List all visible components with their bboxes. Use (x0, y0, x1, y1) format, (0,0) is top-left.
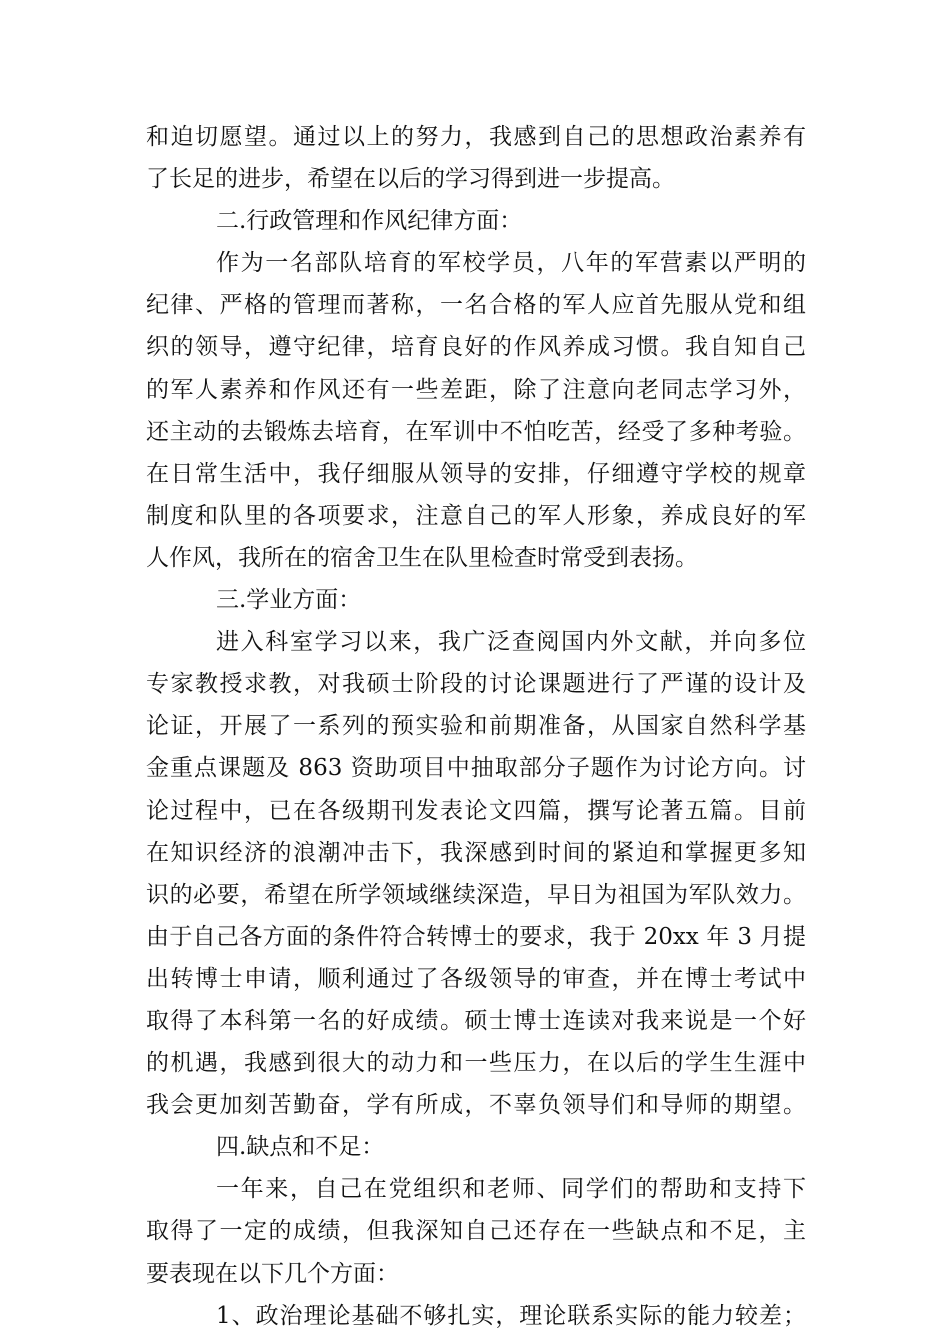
text-line: 由于自己各方面的条件符合转博士的要求，我于 20xx 年 3 月提 (146, 923, 806, 950)
text-line: 进入科室学习以来，我广泛查阅国内外文献，并向多位 (216, 629, 806, 656)
body-text (146, 116, 806, 1337)
text-line: 制度和队里的各项要求，注意自己的军人形象，养成良好的军 (146, 502, 806, 529)
text-line: 出转博士申请，顺利通过了各级领导的审查，并在博士考试中 (146, 965, 806, 992)
text-line: 我会更加刻苦勤奋，学有所成，不辜负领导们和导师的期望。 (146, 1092, 806, 1119)
text-line: 要表现在以下几个方面： (146, 1260, 399, 1287)
text-line: 论证，开展了一系列的预实验和前期准备，从国家自然科学基 (146, 713, 806, 740)
text-line: 在知识经济的浪潮冲击下，我深感到时间的紧迫和掌握更多知 (146, 839, 806, 866)
text-line: 还主动的去锻炼去培育，在军训中不怕吃苦，经受了多种考验。 (146, 418, 806, 445)
text-line: 专家教授求教，对我硕士阶段的讨论课题进行了严谨的设计及 (146, 671, 806, 698)
text-line: 了长足的进步，希望在以后的学习得到进一步提高。 (146, 166, 675, 193)
text-line: 一年来，自己在党组织和老师、同学们的帮助和支持下 (216, 1176, 806, 1203)
text-line: 1、政治理论基础不够扎实，理论联系实际的能力较差； (216, 1302, 806, 1329)
text-line: 四.缺点和不足： (216, 1134, 385, 1161)
text-line: 二.行政管理和作风纪律方面： (216, 208, 523, 235)
text-line: 金重点课题及 863 资助项目中抽取部分子题作为讨论方向。讨 (146, 755, 806, 782)
text-line: 论过程中，已在各级期刊发表论文四篇，撰写论著五篇。目前 (146, 797, 806, 824)
text-line: 人作风，我所在的宿舍卫生在队里检查时常受到表扬。 (146, 544, 698, 571)
text-line: 的机遇，我感到很大的动力和一些压力，在以后的学生生涯中 (146, 1050, 806, 1077)
text-line: 的军人素养和作风还有一些差距，除了注意向老同志学习外， (146, 376, 806, 403)
text-line: 和迫切愿望。通过以上的努力，我感到自己的思想政治素养有 (146, 124, 806, 150)
text-line: 取得了一定的成绩，但我深知自己还存在一些缺点和不足，主 (146, 1218, 806, 1245)
text-line: 织的领导，遵守纪律，培育良好的作风养成习惯。我自知自己 (146, 334, 806, 361)
text-line: 纪律、严格的管理而著称，一名合格的军人应首先服从党和组 (146, 292, 806, 319)
text-line: 作为一名部队培育的军校学员，八年的军营素以严明的 (216, 250, 806, 277)
text-line: 三.学业方面： (216, 587, 362, 614)
text-line: 在日常生活中，我仔细服从领导的安排，仔细遵守学校的规章 (146, 460, 806, 487)
text-line: 取得了本科第一名的好成绩。硕士博士连读对我来说是一个好 (146, 1007, 806, 1034)
text-line: 识的必要，希望在所学领域继续深造，早日为祖国为军队效力。 (146, 881, 806, 908)
